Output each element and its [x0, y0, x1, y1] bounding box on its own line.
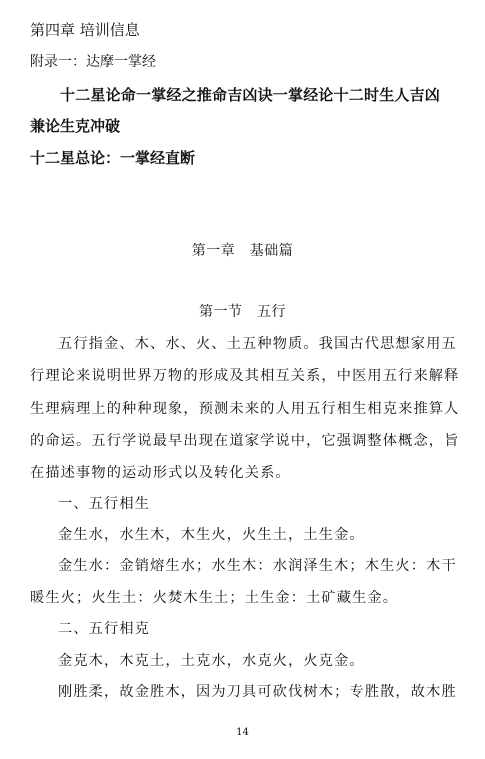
title-line-3: 十二星总论：一掌经直断: [30, 149, 196, 167]
appendix-label: 附录一：达摩一掌经: [30, 54, 156, 70]
subheading-mutual-generation: 一、五行相生: [58, 496, 151, 512]
chapter-heading: 第四章 培训信息: [30, 21, 140, 39]
body-line: 的命运。五行学说最早出现在道家学说中，它强调整体概念，旨: [30, 433, 460, 449]
title-line-2: 兼论生克冲破: [30, 117, 121, 135]
body-line: 暖生火；火生土：火焚木生土；土生金：土矿藏生金。: [30, 590, 399, 606]
body-line: 金生水：金销熔生水；水生木：水润泽生木；木生火：木干: [58, 558, 457, 574]
body-line: 刚胜柔，故金胜木，因为刀具可砍伐树木；专胜散，故木胜: [58, 684, 457, 700]
page-number: 14: [236, 727, 249, 738]
body-line: 行理论来说明世界万物的形成及其相互关系，中医用五行来解释: [30, 368, 460, 384]
body-line: 金生水，水生木，木生火，火生土，土生金。: [58, 527, 365, 543]
title-line-1: 十二星论命一掌经之推命吉凶诀一掌经论十二时生人吉凶: [60, 86, 441, 104]
body-line: 生理病理上的种种现象，预测未来的人用五行相生相克来推算人: [30, 401, 460, 417]
section-1-title: 第一节 五行: [199, 304, 286, 320]
body-line: 五行指金、木、水、火、土五种物质。我国古代思想家用五: [58, 336, 457, 352]
body-line: 金克木，木克土，土克水，水克火，火克金。: [58, 653, 365, 669]
body-line: 在描述事物的运动形式以及转化关系。: [30, 465, 291, 481]
chapter-1-title: 第一章 基础篇: [191, 243, 294, 259]
subheading-mutual-restraint: 二、五行相克: [58, 621, 151, 637]
